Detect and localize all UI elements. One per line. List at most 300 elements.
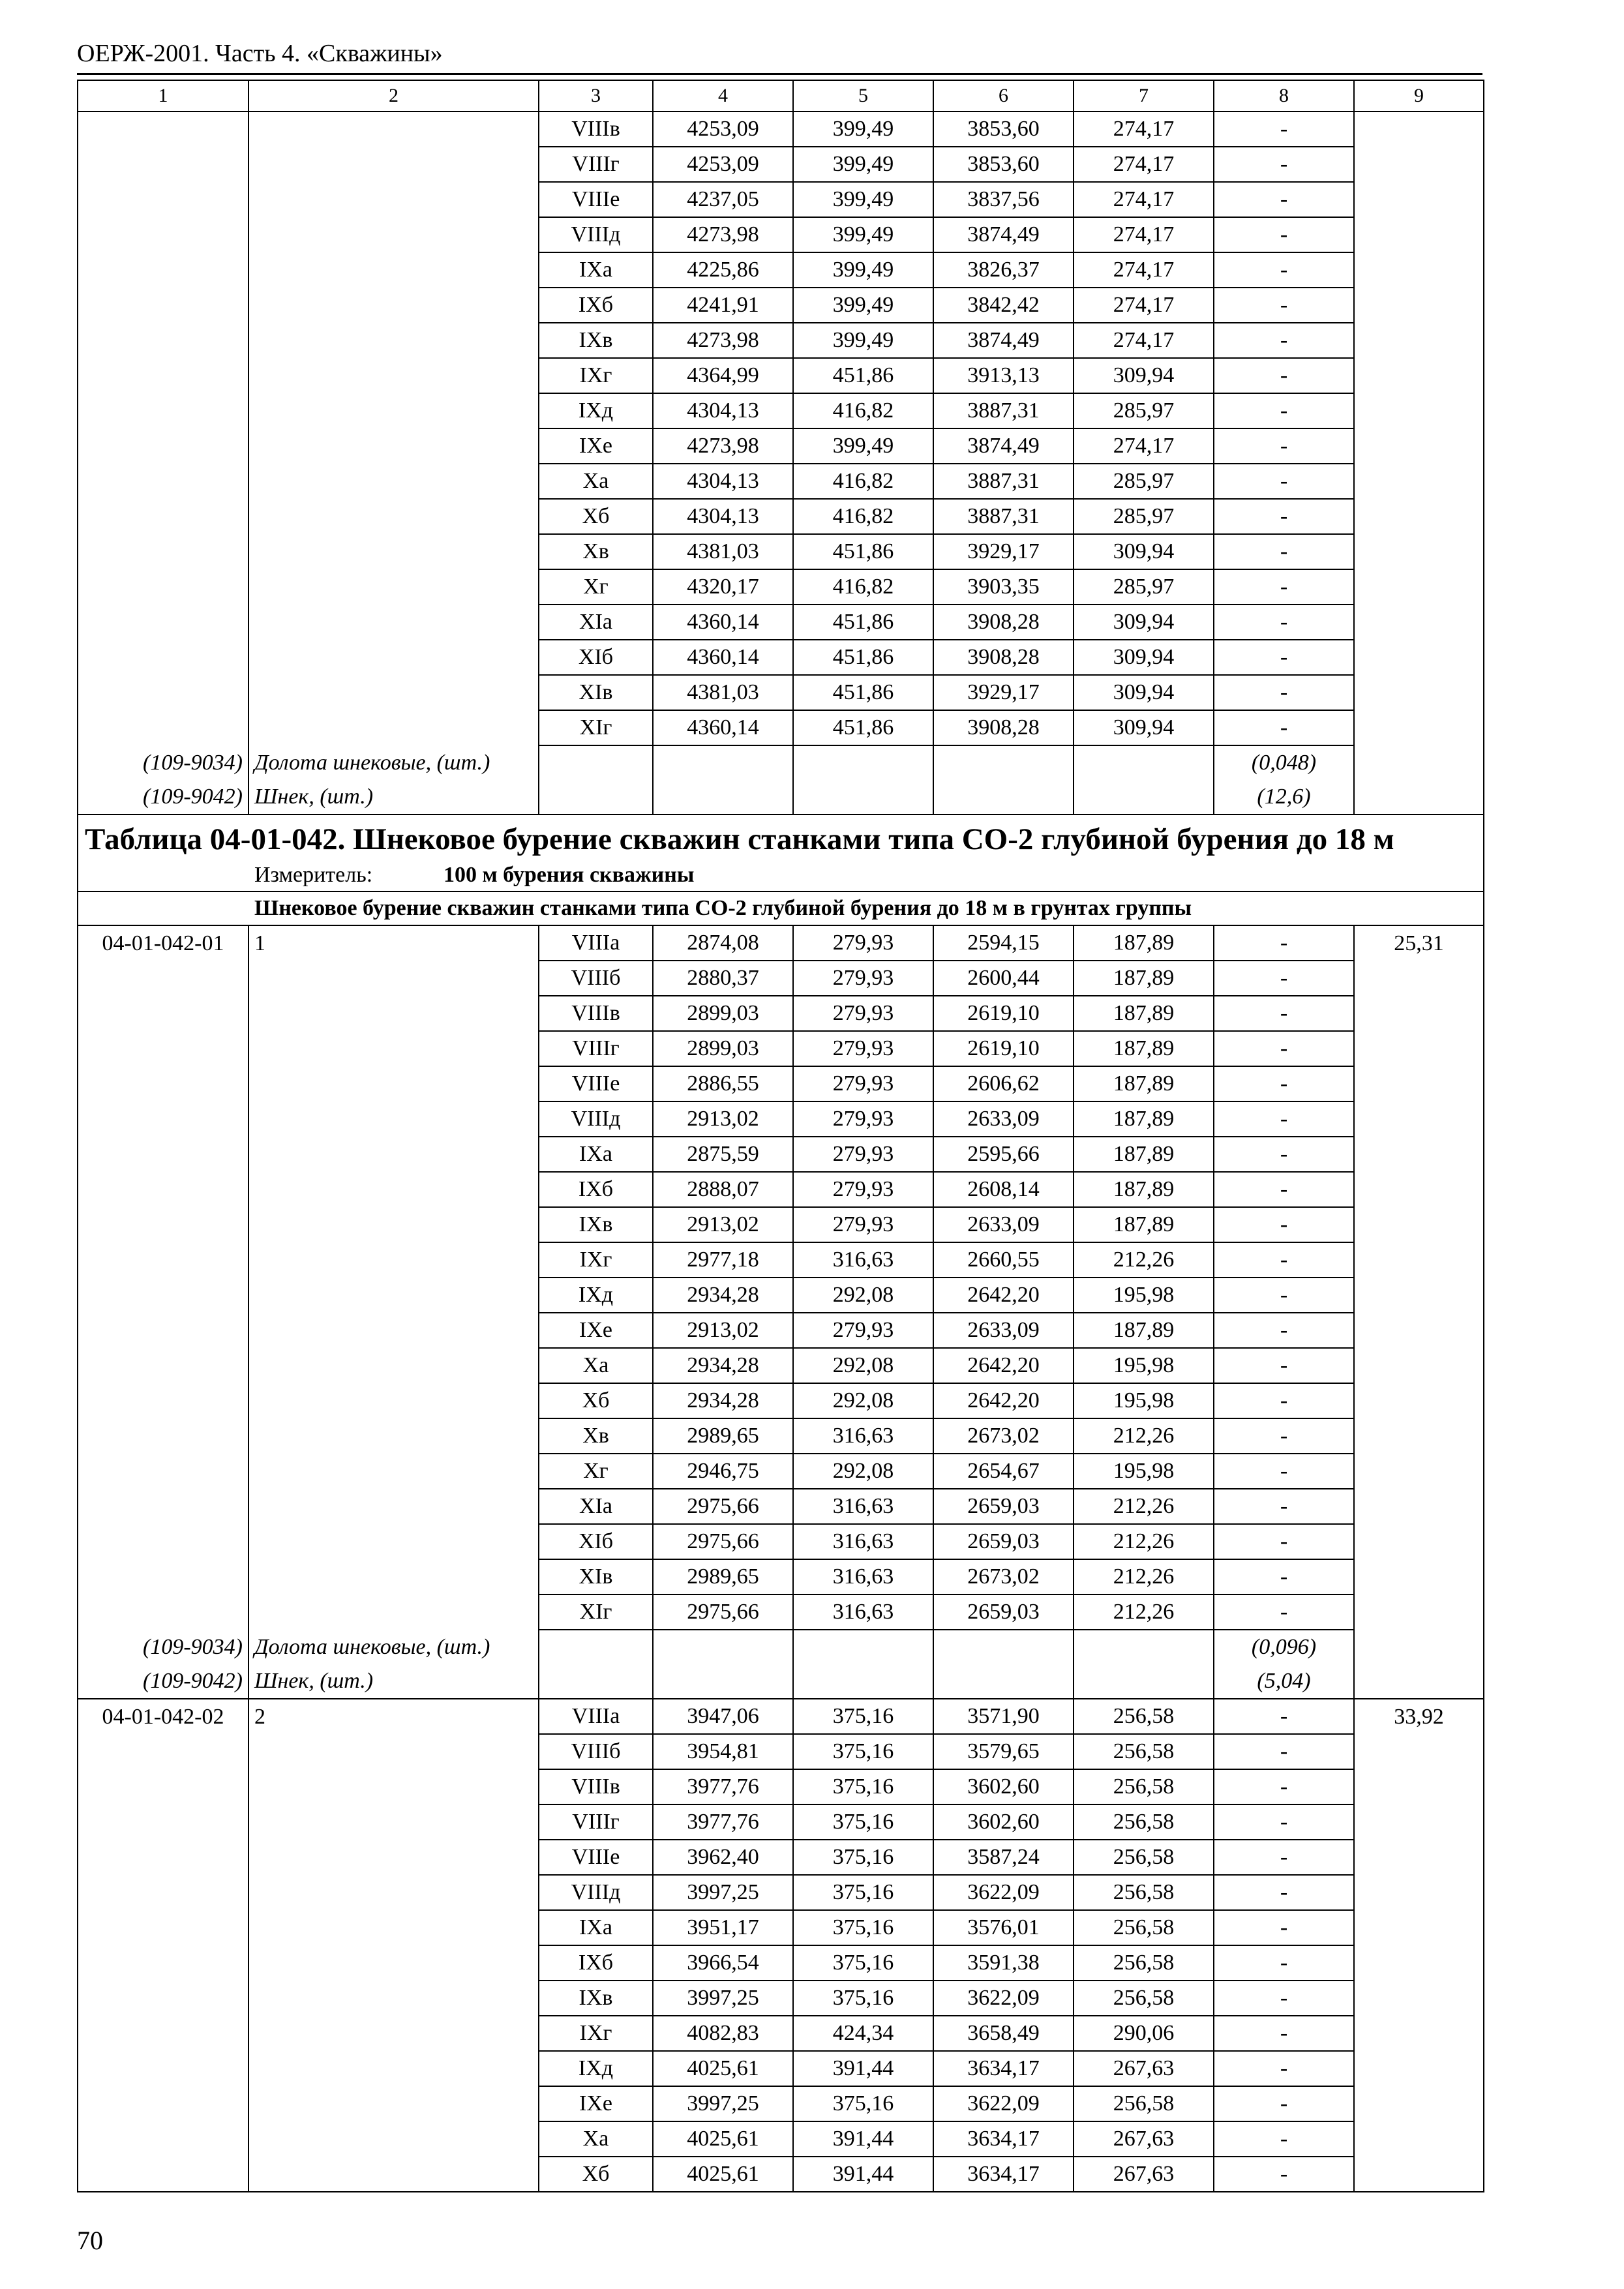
table-cell: 274,17: [1074, 252, 1214, 288]
table-cell: Xа: [539, 2121, 653, 2157]
table-cell: 4304,13: [653, 393, 793, 428]
rate-code: [78, 288, 248, 323]
table-cell: 416,82: [793, 499, 933, 534]
table-cell: 375,16: [793, 1945, 933, 1981]
table-cell: -: [1214, 1383, 1354, 1418]
table-cell: IXа: [539, 252, 653, 288]
table-cell: 274,17: [1074, 428, 1214, 464]
table-cell: IXа: [539, 1137, 653, 1172]
table-cell: 4253,09: [653, 147, 793, 182]
table-cell: -: [1214, 1524, 1354, 1559]
table-cell: -: [1214, 147, 1354, 182]
table-cell: IXб: [539, 288, 653, 323]
table-cell: 3602,60: [933, 1804, 1074, 1840]
table-row: [78, 252, 1484, 288]
table-cell: -: [1214, 1418, 1354, 1454]
table-cell: 2975,66: [653, 1594, 793, 1630]
table-row: [78, 1418, 1484, 1454]
table-cell: VIIIе: [539, 1066, 653, 1101]
soil-group: [248, 675, 539, 710]
column-number: 4: [653, 80, 793, 112]
table-cell: -: [1214, 464, 1354, 499]
table-cell: VIIIб: [539, 1734, 653, 1769]
table-cell: 375,16: [793, 1910, 933, 1945]
table-cell: 4025,61: [653, 2121, 793, 2157]
table-row: [78, 569, 1484, 605]
resource-name: Долота шнековые, (шт.): [248, 745, 539, 780]
table-cell: 451,86: [793, 605, 933, 640]
table-cell: Xв: [539, 1418, 653, 1454]
table-cell: IXг: [539, 1242, 653, 1278]
table-cell: -: [1214, 1875, 1354, 1910]
table-cell: 3908,28: [933, 710, 1074, 745]
table-cell: 2880,37: [653, 961, 793, 996]
table-cell: Xб: [539, 2157, 653, 2192]
table-cell: IXг: [539, 358, 653, 393]
soil-group: [248, 1348, 539, 1383]
table-cell: VIIIд: [539, 217, 653, 252]
table-cell: 4320,17: [653, 569, 793, 605]
table-cell: 4273,98: [653, 323, 793, 358]
table-cell: Xб: [539, 1383, 653, 1418]
table-cell: 2606,62: [933, 1066, 1074, 1101]
table-cell: 3951,17: [653, 1910, 793, 1945]
rate-code: [78, 2051, 248, 2086]
table-cell: 274,17: [1074, 217, 1214, 252]
table-cell: -: [1214, 1840, 1354, 1875]
table-cell: 3602,60: [933, 1769, 1074, 1804]
table-cell: 3658,49: [933, 2016, 1074, 2051]
soil-group: [248, 358, 539, 393]
table-cell: 4360,14: [653, 710, 793, 745]
table-cell: 4381,03: [653, 534, 793, 569]
table-cell: 375,16: [793, 1840, 933, 1875]
column-number: 7: [1074, 80, 1214, 112]
column-9-value: [1354, 1945, 1484, 1981]
table-cell: 399,49: [793, 323, 933, 358]
rate-code: [78, 1734, 248, 1769]
table-cell: -: [1214, 1031, 1354, 1066]
document-header: ОЕРЖ-2001. Часть 4. «Скважины»: [77, 40, 443, 67]
table-cell: -: [1214, 2051, 1354, 2086]
rate-code: [78, 1910, 248, 1945]
table-row: [78, 217, 1484, 252]
table-cell: 292,08: [793, 1278, 933, 1313]
table-row: [78, 1242, 1484, 1278]
table-cell: 3826,37: [933, 252, 1074, 288]
soil-group: [248, 1945, 539, 1981]
table-cell: -: [1214, 1207, 1354, 1242]
table-cell: 267,63: [1074, 2051, 1214, 2086]
rate-code: [78, 2086, 248, 2121]
soil-group: [248, 464, 539, 499]
table-cell: 256,58: [1074, 1910, 1214, 1945]
table-cell: 274,17: [1074, 323, 1214, 358]
column-9-value: [1354, 1981, 1484, 2016]
table-cell: 274,17: [1074, 147, 1214, 182]
table-cell: IXа: [539, 1910, 653, 1945]
table-cell: -: [1214, 569, 1354, 605]
soil-group: [248, 1031, 539, 1066]
soil-group: [248, 640, 539, 675]
column-number: 8: [1214, 80, 1354, 112]
table-cell: 4225,86: [653, 252, 793, 288]
soil-group: [248, 2016, 539, 2051]
table-cell: 2642,20: [933, 1348, 1074, 1383]
soil-group: [248, 1910, 539, 1945]
table-cell: -: [1214, 112, 1354, 147]
column-9-value: [1354, 252, 1484, 288]
table-cell: VIIIг: [539, 1031, 653, 1066]
table-cell: 3874,49: [933, 217, 1074, 252]
rate-code: [78, 2157, 248, 2192]
rate-code: [78, 996, 248, 1031]
column-9-value: [1354, 1137, 1484, 1172]
table-cell: 3874,49: [933, 428, 1074, 464]
soil-group: [248, 1383, 539, 1418]
table-cell: -: [1214, 217, 1354, 252]
table-cell: 195,98: [1074, 1348, 1214, 1383]
table-cell: -: [1214, 710, 1354, 745]
table-cell: 187,89: [1074, 996, 1214, 1031]
rate-code: [78, 1418, 248, 1454]
table-cell: -: [1214, 925, 1354, 961]
table-cell: -: [1214, 1278, 1354, 1313]
rate-code: [78, 1278, 248, 1313]
table-cell: 399,49: [793, 112, 933, 147]
table-cell: 256,58: [1074, 1840, 1214, 1875]
column-number: 6: [933, 80, 1074, 112]
soil-group: [248, 499, 539, 534]
rate-code: [78, 217, 248, 252]
column-9-value: [1354, 464, 1484, 499]
column-number: 5: [793, 80, 933, 112]
table-cell: 285,97: [1074, 393, 1214, 428]
table-cell: -: [1214, 1101, 1354, 1137]
table-cell: 424,34: [793, 2016, 933, 2051]
table-cell: 256,58: [1074, 1981, 1214, 2016]
rate-code: [78, 464, 248, 499]
table-cell: 399,49: [793, 288, 933, 323]
rate-code: [78, 182, 248, 217]
table-cell: 3954,81: [653, 1734, 793, 1769]
column-9-value: [1354, 1172, 1484, 1207]
table-cell: 375,16: [793, 1699, 933, 1734]
rate-code: [78, 1840, 248, 1875]
rate-code: [78, 2016, 248, 2051]
table-row: [78, 499, 1484, 534]
soil-group: [248, 147, 539, 182]
resource-quantity: (0,096): [1214, 1630, 1354, 1664]
table-cell: 399,49: [793, 428, 933, 464]
column-9-value: [1354, 2051, 1484, 2086]
rate-code: [78, 499, 248, 534]
table-cell: 187,89: [1074, 1172, 1214, 1207]
table-row: [78, 1875, 1484, 1910]
table-cell: 256,58: [1074, 1734, 1214, 1769]
table-cell: 4082,83: [653, 2016, 793, 2051]
rate-code: [78, 323, 248, 358]
table-cell: 3887,31: [933, 393, 1074, 428]
resource-code: (109-9034): [78, 745, 248, 780]
table-cell: IXг: [539, 2016, 653, 2051]
table-row: [78, 1313, 1484, 1348]
table-row: [78, 2016, 1484, 2051]
table-cell: 2989,65: [653, 1418, 793, 1454]
table-row: [78, 1524, 1484, 1559]
table-cell: 309,94: [1074, 358, 1214, 393]
soil-group: [248, 1066, 539, 1101]
table-cell: 309,94: [1074, 710, 1214, 745]
column-9-value: [1354, 393, 1484, 428]
table-cell: 416,82: [793, 569, 933, 605]
table-cell: 3947,06: [653, 1699, 793, 1734]
resource-row: [78, 1630, 1484, 1664]
table-cell: 2633,09: [933, 1101, 1074, 1137]
table-cell: 3887,31: [933, 499, 1074, 534]
column-9-value: [1354, 323, 1484, 358]
table-cell: 187,89: [1074, 1207, 1214, 1242]
rate-code: [78, 1454, 248, 1489]
table-cell: VIIIг: [539, 147, 653, 182]
table-row: [78, 1559, 1484, 1594]
table-cell: 256,58: [1074, 2086, 1214, 2121]
rate-code: [78, 428, 248, 464]
rate-code: [78, 1383, 248, 1418]
soil-group: [248, 1137, 539, 1172]
table-cell: 399,49: [793, 182, 933, 217]
table-cell: VIIIд: [539, 1875, 653, 1910]
table-cell: 256,58: [1074, 1804, 1214, 1840]
rate-code: [78, 1313, 248, 1348]
meter-value: 100 м бурения скважины: [444, 863, 695, 887]
table-cell: IXд: [539, 1278, 653, 1313]
soil-group: [248, 961, 539, 996]
table-cell: 2886,55: [653, 1066, 793, 1101]
soil-group: [248, 1559, 539, 1594]
table-cell: XIб: [539, 640, 653, 675]
table-cell: 187,89: [1074, 1313, 1214, 1348]
table-cell: -: [1214, 1242, 1354, 1278]
table-row: [78, 1734, 1484, 1769]
table-cell: 399,49: [793, 147, 933, 182]
column-9-value: [1354, 1875, 1484, 1910]
rate-code: [78, 1207, 248, 1242]
table-cell: 2595,66: [933, 1137, 1074, 1172]
table-cell: XIв: [539, 675, 653, 710]
rate-code: [78, 147, 248, 182]
rate-code: [78, 1137, 248, 1172]
table-cell: 279,93: [793, 1066, 933, 1101]
table-cell: 285,97: [1074, 499, 1214, 534]
table-cell: -: [1214, 393, 1354, 428]
soil-group: [248, 996, 539, 1031]
table-cell: 187,89: [1074, 1101, 1214, 1137]
rate-code: [78, 2121, 248, 2157]
table-cell: 391,44: [793, 2157, 933, 2192]
table-cell: 279,93: [793, 925, 933, 961]
column-number: 2: [248, 80, 539, 112]
column-9-value: [1354, 428, 1484, 464]
column-9-value: [1354, 1383, 1484, 1418]
table-cell: Xа: [539, 464, 653, 499]
table-cell: -: [1214, 1594, 1354, 1630]
column-9-value: [1354, 358, 1484, 393]
table-cell: 279,93: [793, 1101, 933, 1137]
table-cell: 451,86: [793, 675, 933, 710]
table-cell: 212,26: [1074, 1489, 1214, 1524]
soil-group: [248, 534, 539, 569]
rate-code: [78, 1101, 248, 1137]
header-divider: [77, 73, 1482, 75]
rate-code: [78, 358, 248, 393]
table-cell: -: [1214, 2121, 1354, 2157]
table-cell: 3929,17: [933, 675, 1074, 710]
rate-code: [78, 534, 248, 569]
table-cell: 274,17: [1074, 288, 1214, 323]
table-cell: 2633,09: [933, 1313, 1074, 1348]
table-cell: 2600,44: [933, 961, 1074, 996]
table-cell: 2989,65: [653, 1559, 793, 1594]
table-cell: 187,89: [1074, 1066, 1214, 1101]
table-cell: 3853,60: [933, 112, 1074, 147]
soil-group: [248, 1172, 539, 1207]
table-cell: 4381,03: [653, 675, 793, 710]
column-9-value: [1354, 1769, 1484, 1804]
table-row: [78, 2051, 1484, 2086]
table-row: [78, 147, 1484, 182]
table-row: [78, 605, 1484, 640]
table-row: [78, 1594, 1484, 1630]
table-row: [78, 1278, 1484, 1313]
table-cell: IXе: [539, 2086, 653, 2121]
table-row: [78, 1910, 1484, 1945]
resource-code: (109-9034): [78, 1630, 248, 1664]
table-cell: 212,26: [1074, 1559, 1214, 1594]
table-cell: XIа: [539, 1489, 653, 1524]
soil-group: [248, 1769, 539, 1804]
table-cell: 3977,76: [653, 1804, 793, 1840]
rate-code: 04-01-042-02: [78, 1699, 248, 1734]
resource-quantity: (0,048): [1214, 745, 1354, 780]
table-cell: 391,44: [793, 2121, 933, 2157]
table-cell: 3962,40: [653, 1840, 793, 1875]
table-cell: VIIIв: [539, 996, 653, 1031]
table-cell: -: [1214, 428, 1354, 464]
table-row: [78, 1454, 1484, 1489]
column-9-value: [1354, 1242, 1484, 1278]
table-row: [78, 1207, 1484, 1242]
table-cell: 309,94: [1074, 534, 1214, 569]
table-cell: 451,86: [793, 640, 933, 675]
table-cell: 256,58: [1074, 1699, 1214, 1734]
rate-code: [78, 1242, 248, 1278]
table-cell: 290,06: [1074, 2016, 1214, 2051]
table-cell: -: [1214, 1137, 1354, 1172]
table-cell: IXб: [539, 1172, 653, 1207]
table-cell: 309,94: [1074, 640, 1214, 675]
table-cell: 316,63: [793, 1559, 933, 1594]
table-cell: 212,26: [1074, 1418, 1214, 1454]
resource-quantity: (5,04): [1214, 1664, 1354, 1699]
table-cell: 3591,38: [933, 1945, 1074, 1981]
table-cell: -: [1214, 1769, 1354, 1804]
table-cell: 2660,55: [933, 1242, 1074, 1278]
table-cell: 3853,60: [933, 147, 1074, 182]
table-cell: IXе: [539, 1313, 653, 1348]
soil-group: 1: [248, 925, 539, 961]
column-9-value: [1354, 605, 1484, 640]
column-number: 3: [539, 80, 653, 112]
table-row: [78, 675, 1484, 710]
rate-code: [78, 1066, 248, 1101]
table-cell: -: [1214, 1945, 1354, 1981]
table-cell: IXв: [539, 1981, 653, 2016]
table-cell: XIб: [539, 1524, 653, 1559]
soil-group: [248, 2086, 539, 2121]
table-cell: 3908,28: [933, 605, 1074, 640]
table-cell: -: [1214, 996, 1354, 1031]
meter-row: [78, 860, 1484, 891]
rate-code: [78, 1769, 248, 1804]
column-9-value: [1354, 288, 1484, 323]
rate-code: [78, 1489, 248, 1524]
table-cell: XIа: [539, 605, 653, 640]
soil-group: [248, 1418, 539, 1454]
table-cell: 2888,07: [653, 1172, 793, 1207]
table-cell: 267,63: [1074, 2157, 1214, 2192]
table-cell: 416,82: [793, 464, 933, 499]
soil-group: [248, 1313, 539, 1348]
table-cell: Xб: [539, 499, 653, 534]
table-cell: -: [1214, 252, 1354, 288]
column-number: 9: [1354, 80, 1484, 112]
resource-name: Шнек, (шт.): [248, 780, 539, 815]
soil-group: [248, 1524, 539, 1559]
table-cell: 4304,13: [653, 464, 793, 499]
table-cell: XIв: [539, 1559, 653, 1594]
rate-code: [78, 710, 248, 745]
table-cell: 3997,25: [653, 1981, 793, 2016]
table-cell: 4360,14: [653, 640, 793, 675]
soil-group: [248, 605, 539, 640]
table-cell: VIIIб: [539, 961, 653, 996]
column-9-value: [1354, 2121, 1484, 2157]
subtitle-row: [78, 891, 1484, 925]
soil-group: [248, 710, 539, 745]
table-row: [78, 2157, 1484, 2192]
resource-code: (109-9042): [78, 1664, 248, 1699]
column-9-value: [1354, 640, 1484, 675]
table-cell: -: [1214, 1172, 1354, 1207]
table-cell: -: [1214, 499, 1354, 534]
column-9-value: [1354, 1840, 1484, 1875]
table-cell: 3908,28: [933, 640, 1074, 675]
table-cell: 2594,15: [933, 925, 1074, 961]
table-cell: 2673,02: [933, 1559, 1074, 1594]
table-cell: IXб: [539, 1945, 653, 1981]
table-cell: 195,98: [1074, 1383, 1214, 1418]
rate-code: [78, 112, 248, 147]
table-cell: 2659,03: [933, 1524, 1074, 1559]
soil-group: [248, 2121, 539, 2157]
rate-code: [78, 1172, 248, 1207]
table-cell: 2934,28: [653, 1348, 793, 1383]
column-9-value: [1354, 961, 1484, 996]
rate-code: [78, 1031, 248, 1066]
table-cell: 3977,76: [653, 1769, 793, 1804]
column-9-value: [1354, 675, 1484, 710]
